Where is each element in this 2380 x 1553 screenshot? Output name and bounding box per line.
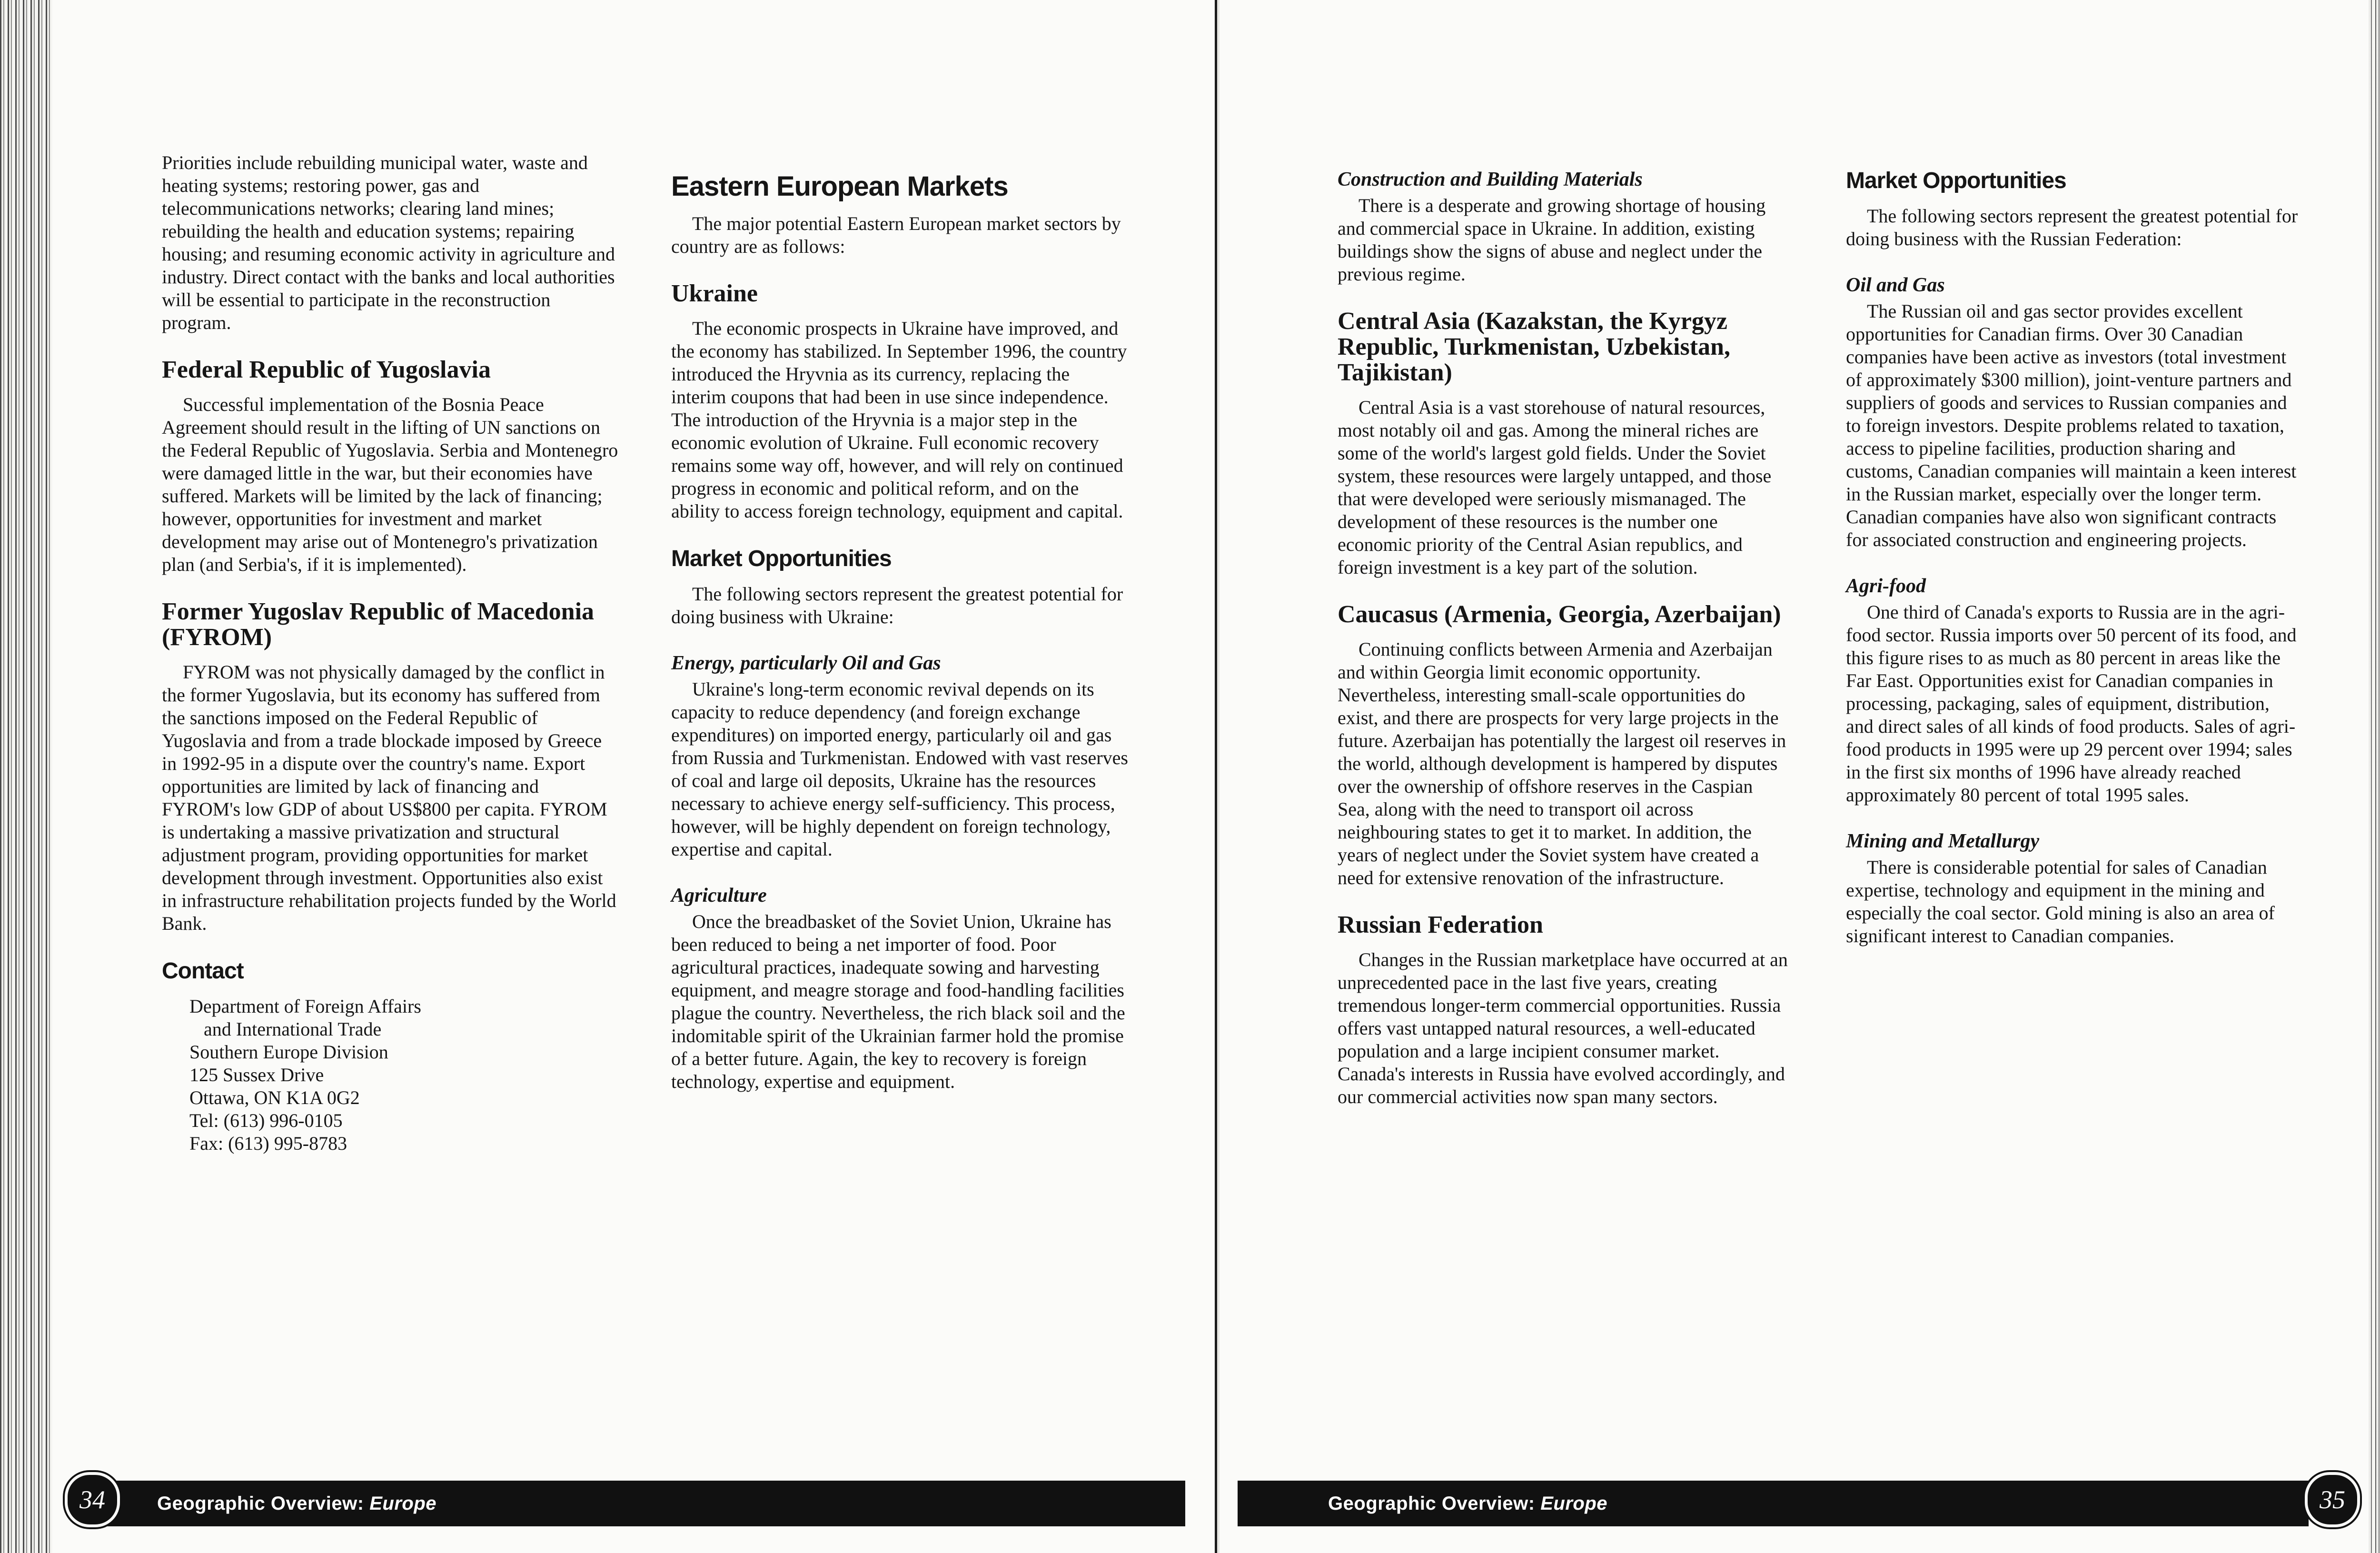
contact-address	[162, 995, 619, 1155]
mining-heading: Mining and Metallurgy	[1846, 830, 2040, 852]
contact-line: Southern Europe Division	[189, 1041, 388, 1063]
right-column-1	[1338, 168, 1790, 1131]
central-asia-paragraph: Central Asia is a vast storehouse of natural resources, most notably oil and gas. Among the mineral riches are some of the world's largest gold fields. Under the Soviet system, these resources were largely untapped, and those that were developed were seriously mismanaged. The development of these resources is the number one economic priority of the Central Asian republics, and foreign investment is a key part of the solution.	[1338, 397, 1772, 578]
footer-region-label: Europe	[369, 1493, 436, 1514]
ukraine-market-opportunities-heading: Market Opportunities	[671, 546, 892, 571]
footer-bar-left	[100, 1481, 1185, 1526]
agri-food-heading: Agri-food	[1846, 575, 1926, 597]
contact-line: Ottawa, ON K1A 0G2	[189, 1087, 360, 1108]
eastern-european-markets-heading: Eastern European Markets	[671, 171, 1008, 202]
caucasus-heading: Caucasus (Armenia, Georgia, Azerbaijan)	[1338, 601, 1781, 628]
agriculture-heading: Agriculture	[671, 885, 767, 906]
ukraine-market-paragraph: The following sectors represent the greatest potential for doing business with Ukraine:	[671, 583, 1123, 627]
construction-paragraph: There is a desperate and growing shortage of housing and commercial space in Ukraine. In addition, existing buildings show the signs of abuse and neglect under the previous regime.	[1338, 195, 1766, 285]
ukraine-heading: Ukraine	[671, 280, 758, 307]
russian-federation-heading: Russian Federation	[1338, 911, 1543, 938]
oil-gas-paragraph: The Russian oil and gas sector provides excellent opportunities for Canadian firms. Over 30 Canadian companies have been active as investors (total investment of approximately $300 million), joint-venture partners and suppliers of goods and services to Russian companies and to foreign investors. Despite problems related to taxation, access to pipeline facilities, production sharing and customs, Canadian companies will maintain a keen interest in the Russian market, especially over the longer term. Canadian companies have also won significant contracts for associated construction and engineering projects.	[1846, 300, 2297, 550]
contact-heading: Contact	[162, 958, 244, 984]
yugoslavia-heading: Federal Republic of Yugoslavia	[162, 356, 491, 383]
left-column-1	[162, 151, 619, 1155]
contact-fax: Fax: (613) 995-8783	[189, 1133, 347, 1154]
energy-paragraph: Ukraine's long-term economic revival depends on its capacity to reduce dependency (and foreign exchange expenditures) on imported energy, particularly oil and gas from Russia and Turkmenistan. Endowed with vast reserves of coal and large oil deposits, Ukraine has the resources necessary to achieve energy self-sufficiency. This process, however, will be highly dependent on foreign technology, expertise and capital.	[671, 678, 1128, 860]
contact-phone: Tel: (613) 996-0105	[189, 1110, 343, 1131]
russia-market-paragraph: The following sectors represent the greatest potential for doing business with the Russian Federation:	[1846, 205, 2298, 249]
footer-region-label: Europe	[1540, 1493, 1607, 1514]
intro-paragraph: Priorities include rebuilding municipal water, waste and heating systems; restoring power, gas and telecommunications networks; clearing land mines; rebuilding the health and education systems; repairing housing; and resuming economic activity in agriculture and industry. Direct contact with the banks and local authorities will be essential to participate in the reconstruction program.	[162, 152, 615, 333]
mining-paragraph: There is considerable potential for sales of Canadian expertise, technology and equipment in the mining and especially the coal sector. Gold mining is also an area of significant interest to Canadian companies.	[1846, 856, 2275, 946]
construction-heading: Construction and Building Materials	[1338, 169, 1643, 190]
page-number-right: 35	[2305, 1472, 2360, 1527]
right-column-2	[1846, 168, 2298, 970]
yugoslavia-paragraph: Successful implementation of the Bosnia Peace Agreement should result in the lifting of UN sanctions on the Federal Republic of Yugoslavia. Serbia and Montenegro were damaged little in the war, but their economies have suffered. Markets will be limited by the lack of financing; however, opportunities for investment and market development may arise out of Montenegro's privatization plan (and Serbia's, if it is implemented).	[162, 394, 618, 575]
russian-federation-paragraph: Changes in the Russian marketplace have occurred at an unprecedented pace in the last five years, creating tremendous longer-term commercial opportunities. Russia offers vast untapped natural resources, a well-educated population and a large incipient consumer market. Canada's interests in Russia have evolved accordingly, and our commercial activities now span many sectors.	[1338, 949, 1788, 1107]
caucasus-paragraph: Continuing conflicts between Armenia and Azerbaijan and within Georgia limit economic opportunity. Nevertheless, interesting small-scale opportunities do exist, and there are prospects for very large projects in the future. Azerbaijan has potentially the largest oil reserves in the world, although development is hampered by disputes over the ownership of offshore reserves in the Caspian Sea, along with the need to transport oil across neighbouring states to get it to market. In addition, the years of neglect under the Soviet system have created a need for extensive renovation of the infrastructure.	[1338, 638, 1786, 888]
footer-bar-right	[1238, 1481, 2309, 1526]
fyrom-heading: Former Yugoslav Republic of Macedonia (FYROM)	[162, 598, 595, 651]
contact-line: Department of Foreign Affairs	[189, 996, 421, 1017]
fyrom-paragraph: FYROM was not physically damaged by the conflict in the former Yugoslavia, but its economy has suffered from the sanctions imposed on the Federal Republic of Yugoslavia and from a trade blockade imposed by Greece in 1992-95 in a dispute over the country's name. Export opportunities are limited by lack of financing and FYROM's low GDP of about US$800 per capita. FYROM is undertaking a massive privatization and structural adjustment program, providing opportunities for market development through investment. Opportunities also exist in infrastructure rehabilitation projects funded by the World Bank.	[162, 661, 616, 934]
energy-heading: Energy, particularly Oil and Gas	[671, 652, 941, 674]
agriculture-paragraph: Once the breadbasket of the Soviet Union, Ukraine has been reduced to being a net importer of food. Poor agricultural practices, inadequate sowing and harvesting equipment, and meagre storage and food-handling facilities plague the country. Nevertheless, the rich black soil and the indomitable spirit of the Ukrainian farmer hold the promise of a better future. Again, the key to recovery is foreign technology, expertise and equipment.	[671, 911, 1125, 1092]
russia-market-opportunities-heading: Market Opportunities	[1846, 168, 2066, 193]
eastern-markets-intro: The major potential Eastern European market sectors by country are as follows:	[671, 213, 1121, 257]
central-asia-heading: Central Asia (Kazakstan, the Kyrgyz Republic, Turkmenistan, Uzbekistan, Tajikistan)	[1338, 308, 1730, 386]
contact-line: and International Trade	[204, 1018, 382, 1040]
left-column-2	[671, 171, 1128, 1116]
oil-gas-heading: Oil and Gas	[1846, 274, 1945, 296]
footer-section-label: Geographic Overview:	[157, 1493, 370, 1514]
right-page	[1219, 0, 2380, 1553]
scan-binding-edge	[0, 0, 52, 1553]
footer-section-label: Geographic Overview:	[1328, 1493, 1541, 1514]
scan-page-edge	[2369, 0, 2380, 1553]
contact-line: 125 Sussex Drive	[189, 1064, 324, 1085]
ukraine-paragraph: The economic prospects in Ukraine have improved, and the economy has stabilized. In September 1996, the country introduced the Hryvnia as its currency, replacing the interim coupons that had been in use since independence. The introduction of the Hryvnia is a major step in the economic evolution of Ukraine. Full economic recovery remains some way off, however, and will rely on continued progress in economic and political reform, and on the ability to access foreign technology, equipment and capital.	[671, 318, 1127, 522]
page-number-left: 34	[65, 1472, 120, 1527]
agri-food-paragraph: One third of Canada's exports to Russia are in the agri-food sector. Russia imports over 50 percent of its food, and this figure rises to as much as 80 percent in areas like the Far East. Opportunities exist for Canadian companies in processing, packaging, sales of equipment, distribution, and direct sales of all kinds of food products. Sales of agri-food products in 1995 were up 29 percent over 1994; sales in the first six months of 1996 have already reached approximately 80 percent of total 1995 sales.	[1846, 601, 2297, 806]
